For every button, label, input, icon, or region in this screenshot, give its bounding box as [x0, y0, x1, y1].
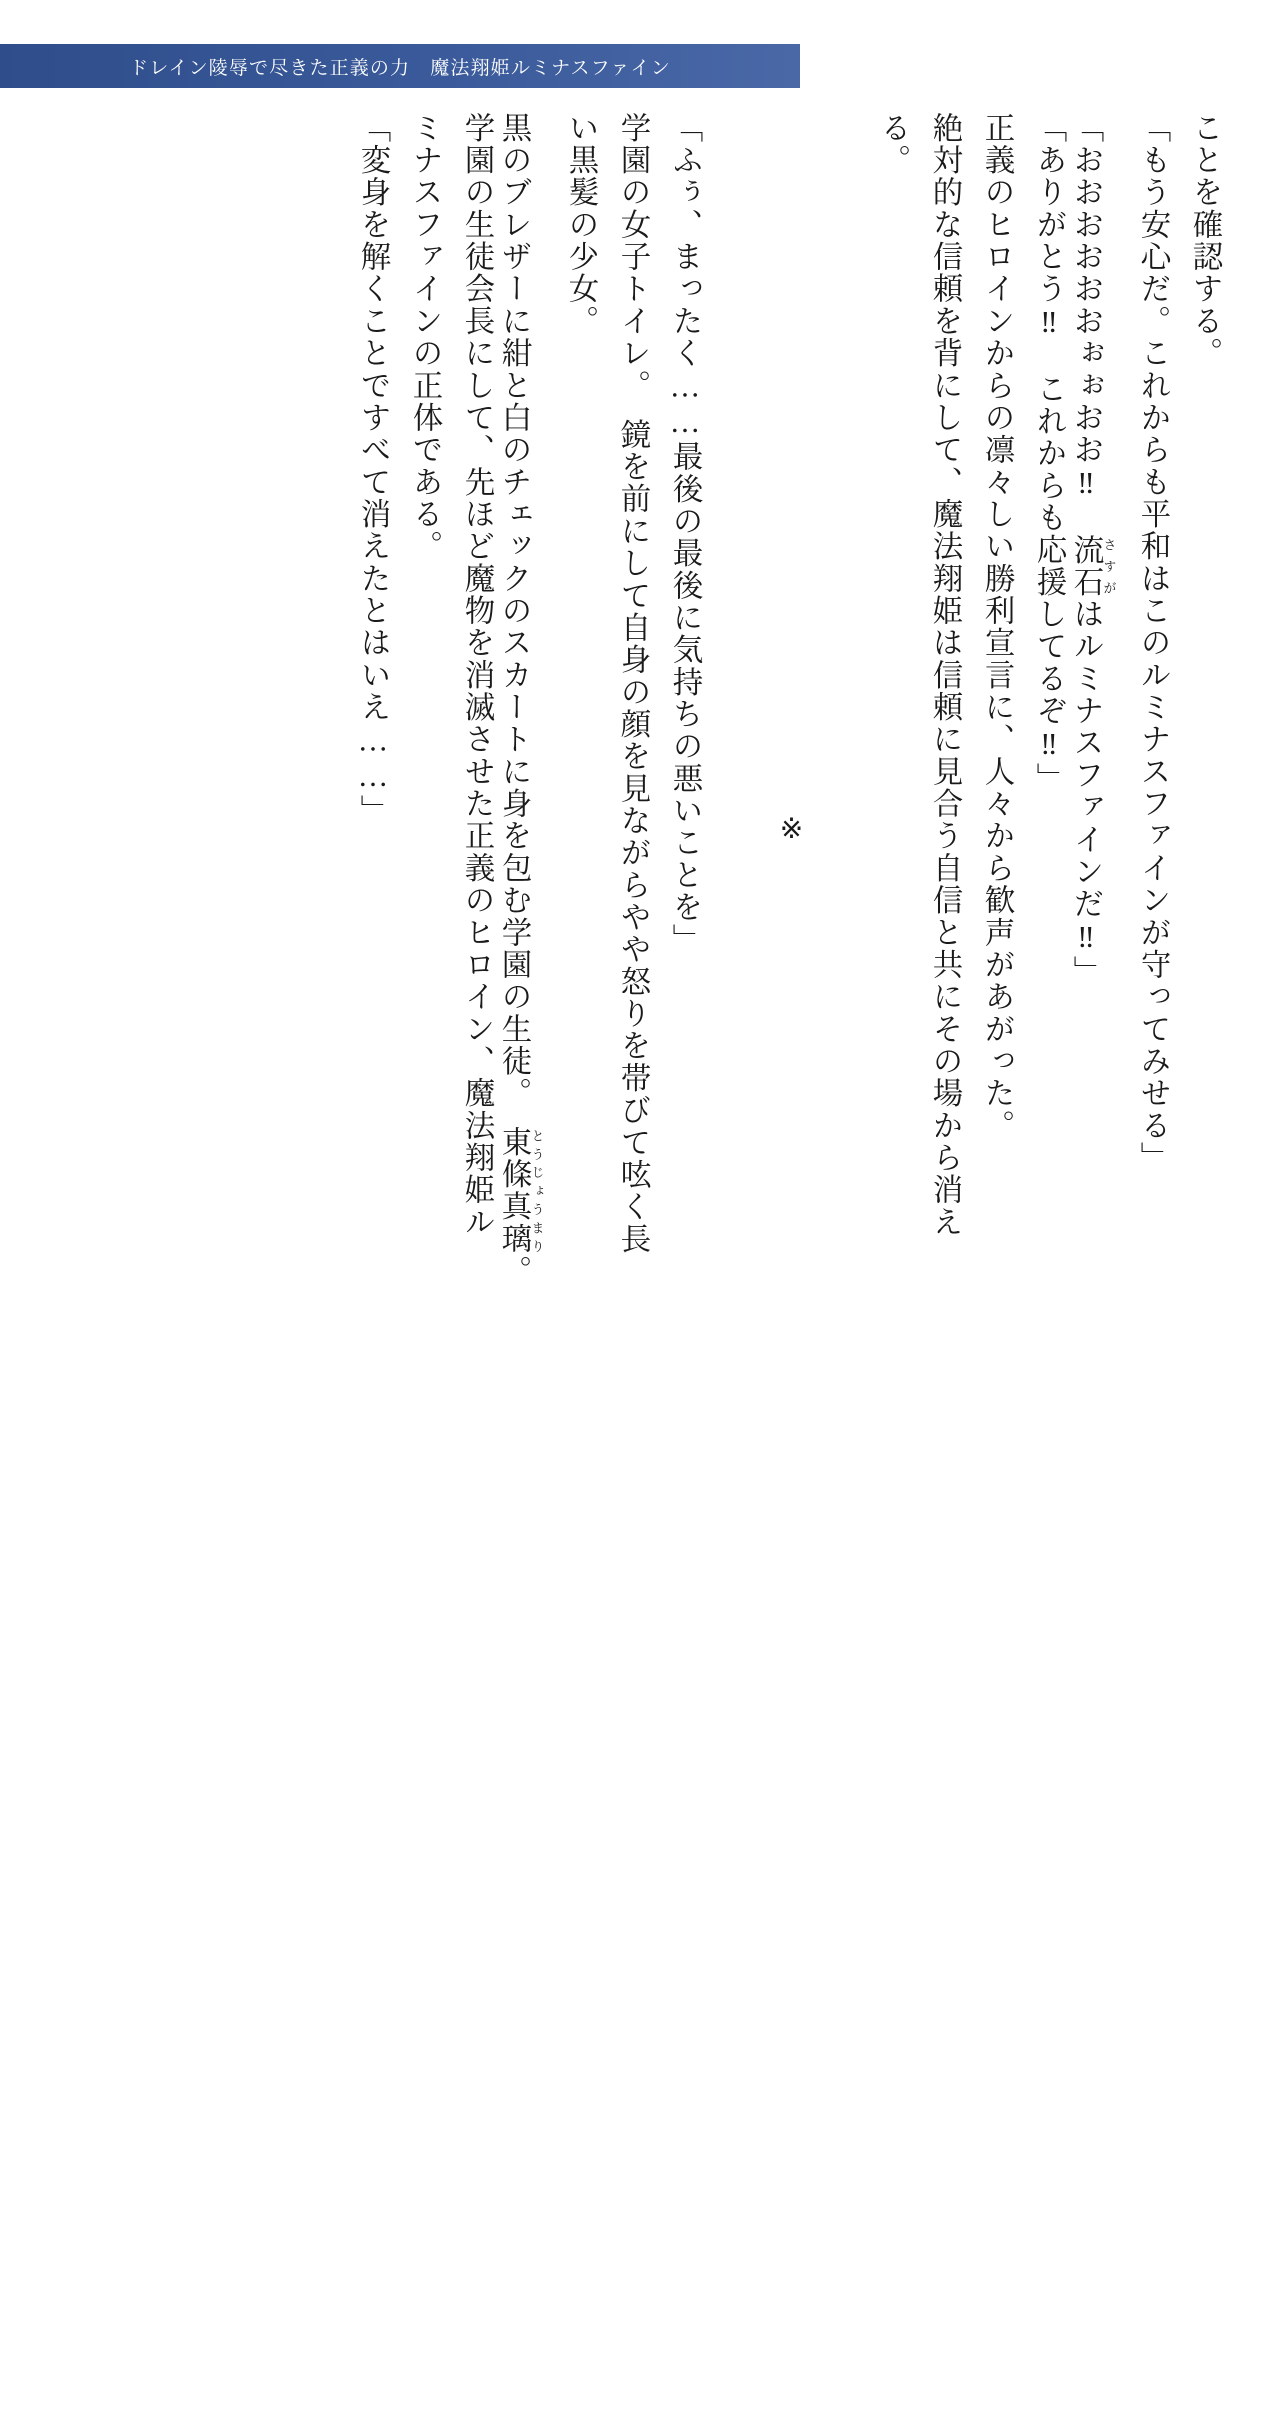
page-header-title: ドレイン陵辱で尽きた正義の力 魔法翔姫ルミナスファイン [129, 57, 671, 79]
vertical-text-body [60, 112, 1220, 1732]
section-divider-mark: ※ [775, 812, 806, 847]
text-line-14: 黒のブレザーに紺と白のチェックのスカートに身を包む学園の生徒。 東條真璃とうじょうまり。 [497, 112, 545, 1288]
text-line-1: ことを確認する。 [1188, 112, 1222, 370]
text-line-15: 学園の生徒会長にして、先ほど魔物を消滅させた正義のヒロイン、魔法翔姫ル [460, 112, 494, 1239]
text-line-5: 正義のヒロインからの凛々しい勝利宣言に、人々から歓声があがった。 [980, 112, 1014, 1142]
text-line-13: い黒髪の少女。 [564, 112, 598, 338]
text-line-12: 学園の女子トイレ。 鏡を前にして自身の顔を見ながらやや怒りを帯びて呟く長 [616, 112, 650, 1256]
text-line-4: 「ありがとう‼ これからも応援してるぞ‼」 [1032, 112, 1066, 795]
text-line-16: ミナスファインの正体である。 [408, 112, 442, 563]
text-line-blank-2 [700, 112, 752, 1712]
text-line-3: 「おおおおおおぉぉおお‼ 流石さすがはルミナスファインだ‼」 [1069, 112, 1117, 988]
text-line-7: る。 [876, 112, 910, 177]
text-line-blank-1 [804, 112, 856, 1712]
text-line-2: 「もう安心だ。これからも平和はこのルミナスファインが守ってみせる」 [1136, 112, 1170, 1174]
text-line-17: 「変身を解くことですべて消えたとはいえ……」 [356, 112, 390, 827]
text-line-11: 「ふぅ、まったく……最後の最後に気持ちの悪いことを」 [668, 112, 702, 956]
text-line-6: 絶対的な信頼を背にして、魔法翔姫は信頼に見合う自信と共にその場から消え [928, 112, 962, 1239]
